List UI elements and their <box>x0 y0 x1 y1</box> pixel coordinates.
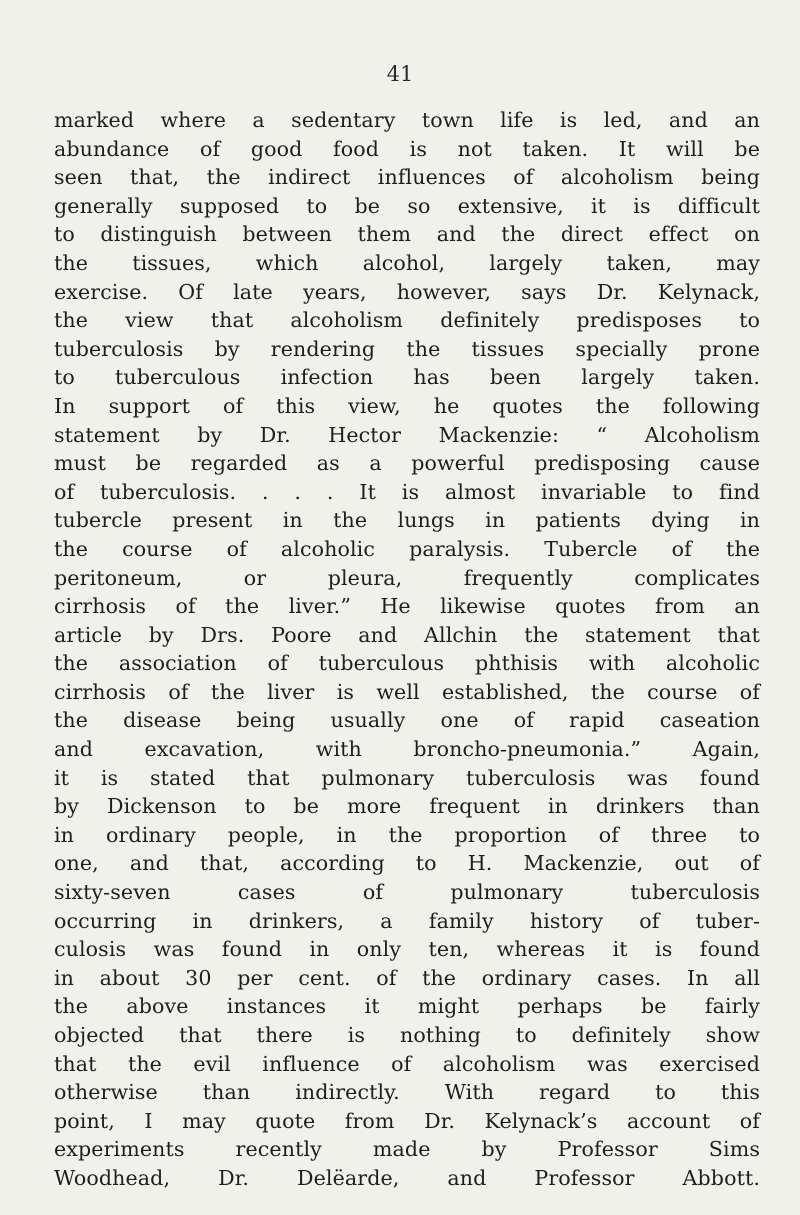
text-line: tuberculosis by rendering the tissues specially prone <box>54 336 760 361</box>
text-line: marked where a sedentary town life is led, and an <box>54 108 760 132</box>
text-line: In support of this view, he quotes the following <box>54 393 760 418</box>
body-text <box>54 106 760 1193</box>
text-line: statement by Dr. Hector Mackenzie: “ Alcoholism <box>54 422 760 447</box>
text-line: culosis was found in only ten, whereas it is found <box>54 937 760 962</box>
text-line: cirrhosis of the liver.” He likewise quotes from an <box>54 594 760 619</box>
text-line: the course of alcoholic paralysis. Tubercle of the <box>54 536 760 561</box>
text-line: the disease being usually one of rapid caseation <box>54 708 760 733</box>
text-line: by Dickenson to be more frequent in drinkers than <box>54 794 760 819</box>
page-number: 41 <box>386 62 414 86</box>
text-line: the association of tuberculous phthisis with alcoholic <box>54 651 760 676</box>
text-line: the above instances it might perhaps be fairly <box>54 994 760 1019</box>
text-line: to tuberculous infection has been largely taken. <box>54 365 760 390</box>
text-line: Woodhead, Dr. Delëarde, and Professor Abbott. <box>54 1165 760 1190</box>
text-line: of tuberculosis. . . . It is almost invariable to find <box>54 479 760 504</box>
text-line: to distinguish between them and the direct effect on <box>54 222 760 247</box>
text-line: sixty-seven cases of pulmonary tuberculosis <box>54 880 760 905</box>
text-line: in about 30 per cent. of the ordinary cases. In all <box>54 965 760 990</box>
text-line: abundance of good food is not taken. It will be <box>54 136 760 161</box>
text-line: the view that alcoholism definitely predisposes to <box>54 308 760 333</box>
text-line: generally supposed to be so extensive, it is difficult <box>54 193 760 218</box>
text-line: that the evil influence of alcoholism was exercised <box>54 1051 760 1076</box>
text-line: peritoneum, or pleura, frequently complicates <box>54 565 760 590</box>
text-line: the tissues, which alcohol, largely taken, may <box>54 250 760 275</box>
text-line: cirrhosis of the liver is well established, the course of <box>54 679 760 704</box>
text-line: otherwise than indirectly. With regard to this <box>54 1080 760 1105</box>
text-line: tubercle present in the lungs in patients dying in <box>54 508 760 533</box>
text-line: it is stated that pulmonary tuberculosis was found <box>54 765 760 790</box>
text-line: objected that there is nothing to definitely show <box>54 1023 760 1047</box>
text-line: occurring in drinkers, a family history of tuber- <box>54 908 760 933</box>
text-line: point, I may quote from Dr. Kelynack’s account of <box>54 1108 760 1133</box>
text-line: seen that, the indirect influences of alcoholism being <box>54 165 760 190</box>
text-line: and excavation, with broncho-pneumonia.” Again, <box>54 737 760 762</box>
text-line: in ordinary people, in the proportion of three to <box>54 822 760 847</box>
text-line: article by Drs. Poore and Allchin the statement that <box>54 622 760 647</box>
text-line: exercise. Of late years, however, says Dr. Kelynack, <box>54 279 760 304</box>
text-line: must be regarded as a powerful predisposing cause <box>54 451 760 476</box>
text-line: experiments recently made by Professor Sims <box>54 1137 760 1162</box>
text-line: one, and that, according to H. Mackenzie, out of <box>54 851 760 876</box>
